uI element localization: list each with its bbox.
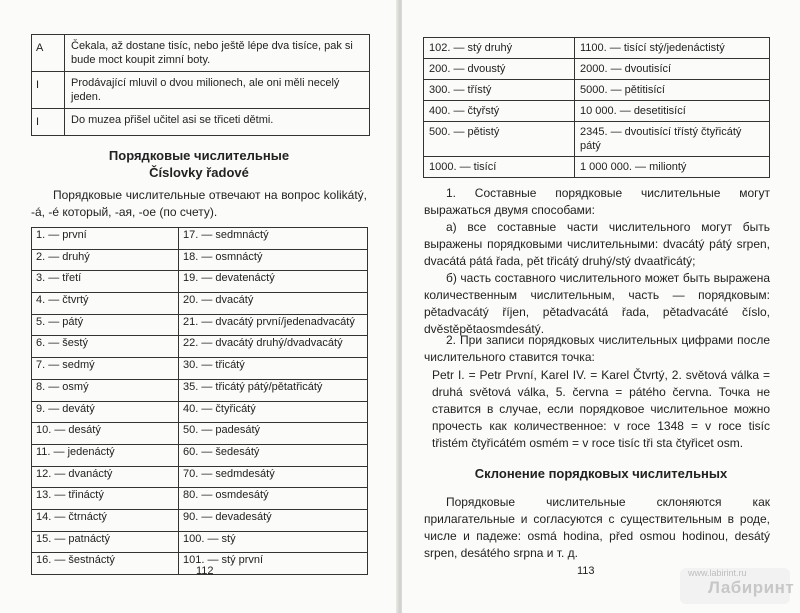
paragraph-a: а) все составные части числительного могут быть выражены порядковыми числительными: dvacátý pátý srpen, dvacátá pátá řada, pět třicátý druhý/stý dvaatřicátý; (424, 220, 770, 268)
ordinal-cell: 35. — třicátý pátý/pětatřicátý (179, 379, 368, 401)
page-number-right: 113 (577, 565, 595, 577)
page-number-left: 112 (196, 565, 214, 577)
ordinal-cell: 9. — devátý (32, 401, 179, 423)
ordinal-cell: 90. — devadesátý (179, 509, 368, 531)
ordinal-cell: 16. — šestnáctý (32, 553, 179, 575)
large-ordinal-row (424, 59, 770, 80)
ordinal-row (32, 228, 368, 250)
ordinal-row (32, 423, 368, 445)
left-page (0, 0, 398, 613)
ordinal-cell: 21. — dvacátý první/jedenadvacátý (179, 314, 368, 336)
large-ordinal-row (424, 38, 770, 59)
ordinal-cell: 11. — jedenáctý (32, 444, 179, 466)
large-ordinal-cell: 1100. — tisící stý/jedenáctistý (575, 38, 770, 59)
section-heading-cz: Číslovky řadové (149, 165, 249, 180)
example-mark: A (32, 35, 65, 72)
example-mark: I (32, 72, 65, 109)
declension-heading: Склонение порядковых числительных (474, 466, 728, 481)
ordinal-cell: 22. — dvacátý druhý/dvadvacátý (179, 336, 368, 358)
ordinal-row (32, 314, 368, 336)
ordinals-table (31, 227, 368, 575)
large-ordinal-row (424, 157, 770, 178)
ordinal-cell: 100. — stý (179, 531, 368, 553)
ordinal-cell: 19. — devatenáctý (179, 271, 368, 293)
example-block: Petr I. = Petr První, Karel IV. = Karel Čtvrtý, 2. světová válka = druhá světová válka, 5. června = pátého června. Точка не ставится в случае, если порядковое числительное можно прочесть как количественное: v roce 1348 = v roce tisíc třistém čtyřicátém osmém = v roce tisíc tři sta čtyřicet osm. (432, 368, 770, 450)
ordinal-row (32, 271, 368, 293)
example-text: Do muzea přišel učitel asi se třiceti dětmi. (65, 109, 370, 136)
ordinal-cell: 40. — čtyřicátý (179, 401, 368, 423)
ordinal-cell: 7. — sedmý (32, 358, 179, 380)
ordinal-cell: 80. — osmdesátý (179, 488, 368, 510)
ordinal-cell: 4. — čtvrtý (32, 293, 179, 315)
large-ordinals-table (423, 37, 770, 178)
examples-table (31, 34, 370, 136)
ordinal-row (32, 401, 368, 423)
ordinal-row (32, 488, 368, 510)
ordinal-cell: 8. — osmý (32, 379, 179, 401)
ordinal-cell: 50. — padesátý (179, 423, 368, 445)
ordinal-cell: 10. — desátý (32, 423, 179, 445)
paragraph-b: б) часть составного числительного может быть выражена количественным числительным, часть — порядковым: pětadvacátý říjen, pětadvacátá řada, pětadvacáté číslo, dvěstěpětaosmdesátý. (424, 271, 770, 336)
right-page (402, 0, 800, 613)
ordinal-cell: 13. — třináctý (32, 488, 179, 510)
large-ordinal-cell: 400. — čtyřstý (424, 101, 575, 122)
ordinal-cell: 1. — první (32, 228, 179, 250)
ordinal-cell: 14. — čtrnáctý (32, 509, 179, 531)
ordinal-cell: 12. — dvanáctý (32, 466, 179, 488)
ordinal-cell: 30. — třicátý (179, 358, 368, 380)
ordinal-row (32, 293, 368, 315)
logo-url: www.labirint.ru (688, 568, 747, 578)
ordinal-row (32, 358, 368, 380)
paragraph-1 (424, 185, 770, 338)
ordinal-cell: 15. — patnáctý (32, 531, 179, 553)
large-ordinal-cell: 5000. — pětitisící (575, 80, 770, 101)
ordinal-cell: 60. — šedesátý (179, 444, 368, 466)
ordinal-cell: 2. — druhý (32, 249, 179, 271)
large-ordinal-cell: 102. — stý druhý (424, 38, 575, 59)
large-ordinal-cell: 2000. — dvoutisící (575, 59, 770, 80)
ordinal-cell: 70. — sedmdesátý (179, 466, 368, 488)
ordinal-row (32, 379, 368, 401)
ordinal-row (32, 336, 368, 358)
ordinal-cell: 3. — třetí (32, 271, 179, 293)
ordinal-row (32, 509, 368, 531)
ordinal-row (32, 249, 368, 271)
paragraph-1-text: 1. Составные порядковые числительные могут выражаться двумя способами: (424, 186, 770, 217)
ordinal-cell: 5. — pátý (32, 314, 179, 336)
example-row (32, 35, 370, 72)
large-ordinal-row (424, 80, 770, 101)
ordinal-cell: 6. — šestý (32, 336, 179, 358)
ordinal-cell: 101. — stý první (179, 553, 368, 575)
example-text: Prodávající mluvil o dvou milionech, ale oni měli necelý jeden. (65, 72, 370, 109)
declension-paragraph: Порядковые числительные склоняются как прилагательные и согласуются с существительным в роде, числе и падеже: osmá hodina, před osmou hodinou, desátý srpen, desátého srpna и т. д. (424, 495, 770, 560)
ordinal-row (32, 531, 368, 553)
large-ordinal-cell: 200. — dvoustý (424, 59, 575, 80)
publisher-logo (680, 568, 795, 604)
paragraph-2: 2. При записи порядковых числительных цифрами после числительного ставится точка: (424, 333, 770, 364)
intro-paragraph: Порядковые числительные отвечают на вопрос kolikátý, -á, -é который, -ая, -ое (по счету). (31, 188, 367, 219)
ordinal-row (32, 466, 368, 488)
example-row (32, 72, 370, 109)
large-ordinal-cell: 1 000 000. — miliontý (575, 157, 770, 178)
large-ordinal-row (424, 101, 770, 122)
large-ordinal-row (424, 122, 770, 157)
large-ordinal-cell: 300. — třístý (424, 80, 575, 101)
large-ordinal-cell: 1000. — tisící (424, 157, 575, 178)
large-ordinal-cell: 500. — pětistý (424, 122, 575, 157)
ordinal-row (32, 444, 368, 466)
ordinal-cell: 17. — sedmnáctý (179, 228, 368, 250)
large-ordinal-cell: 2345. — dvoutisící třístý čtyřicátý pátý (575, 122, 770, 157)
example-row (32, 109, 370, 136)
section-heading-ru: Порядковые числительные (108, 148, 290, 163)
example-text: Čekala, až dostane tisíc, nebo ještě lépe dva tisíce, pak si bude moct koupit zimní boty. (65, 35, 370, 72)
example-mark: I (32, 109, 65, 136)
ordinal-cell: 20. — dvacátý (179, 293, 368, 315)
ordinal-cell: 18. — osmnáctý (179, 249, 368, 271)
logo-word: Лабиринт (708, 578, 795, 597)
large-ordinal-cell: 10 000. — desetitisící (575, 101, 770, 122)
